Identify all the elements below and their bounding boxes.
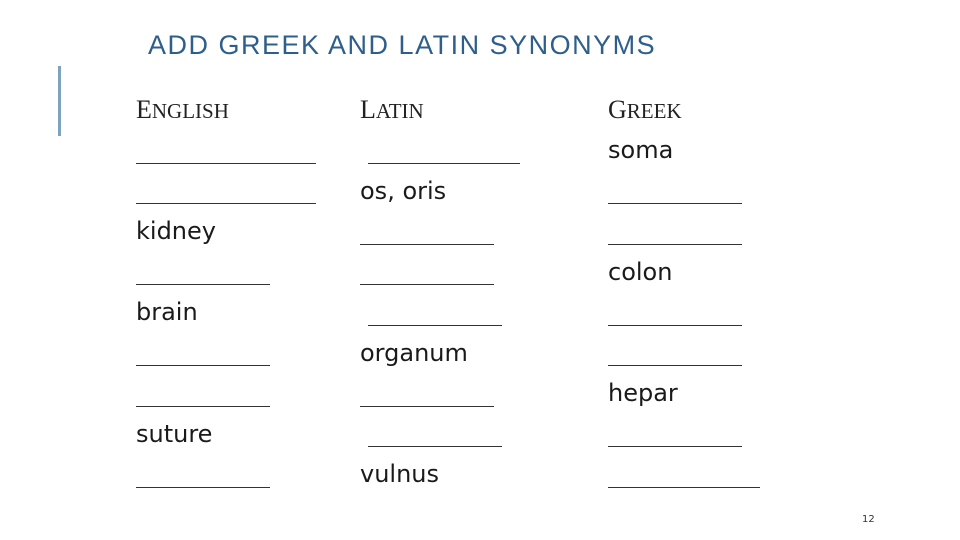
english-row-7 [136, 373, 316, 414]
blank-line [608, 422, 742, 447]
blank-line [360, 260, 494, 285]
blank-line [136, 179, 316, 204]
english-row-8: suture [136, 419, 213, 448]
blank-line [608, 220, 742, 245]
blank-line [368, 139, 520, 164]
greek-row-3 [608, 211, 760, 252]
greek-row-6 [608, 333, 760, 374]
greek-row-2 [608, 171, 760, 212]
blank-line [608, 463, 760, 488]
blank-line [368, 422, 502, 447]
slide-title: ADD GREEK AND LATIN SYNONYMS [148, 30, 657, 60]
accent-bar [58, 66, 61, 136]
latin-row-1 [360, 130, 520, 171]
english-row-1 [136, 130, 316, 171]
english-row-6 [136, 333, 316, 374]
english-header: ENGLISH [136, 95, 229, 124]
greek-row-1: soma [608, 136, 674, 164]
greek-row-7: hepar [608, 379, 678, 407]
blank-line [136, 463, 270, 488]
blank-line [136, 260, 270, 285]
blank-line [360, 382, 494, 407]
blank-line [136, 382, 270, 407]
english-row-9 [136, 454, 316, 495]
greek-column [608, 90, 760, 495]
greek-row-4: colon [608, 257, 673, 286]
greek-row-8 [608, 414, 760, 455]
latin-row-5 [360, 292, 520, 333]
latin-row-4 [360, 252, 520, 293]
latin-header: LATIN [360, 95, 424, 124]
english-row-3: kidney [136, 217, 216, 245]
latin-row-8 [360, 414, 520, 455]
blank-line [136, 341, 270, 366]
blank-line [136, 139, 316, 164]
blank-line [608, 341, 742, 366]
greek-row-9 [608, 454, 760, 495]
english-row-2 [136, 171, 316, 212]
page-number: 12 [862, 514, 875, 525]
latin-column [360, 90, 520, 495]
blank-line [368, 301, 502, 326]
english-row-5: brain [136, 298, 198, 326]
latin-row-2: os, oris [360, 176, 447, 205]
greek-row-5 [608, 292, 760, 333]
greek-header: GREEK [608, 95, 682, 124]
blank-line [608, 179, 742, 204]
english-row-4 [136, 252, 316, 293]
latin-row-7 [360, 373, 520, 414]
latin-row-6: organum [360, 338, 468, 367]
blank-line [360, 220, 494, 245]
latin-row-3 [360, 211, 520, 252]
latin-row-9: vulnus [360, 460, 440, 488]
blank-line [608, 301, 742, 326]
english-column [136, 90, 316, 495]
